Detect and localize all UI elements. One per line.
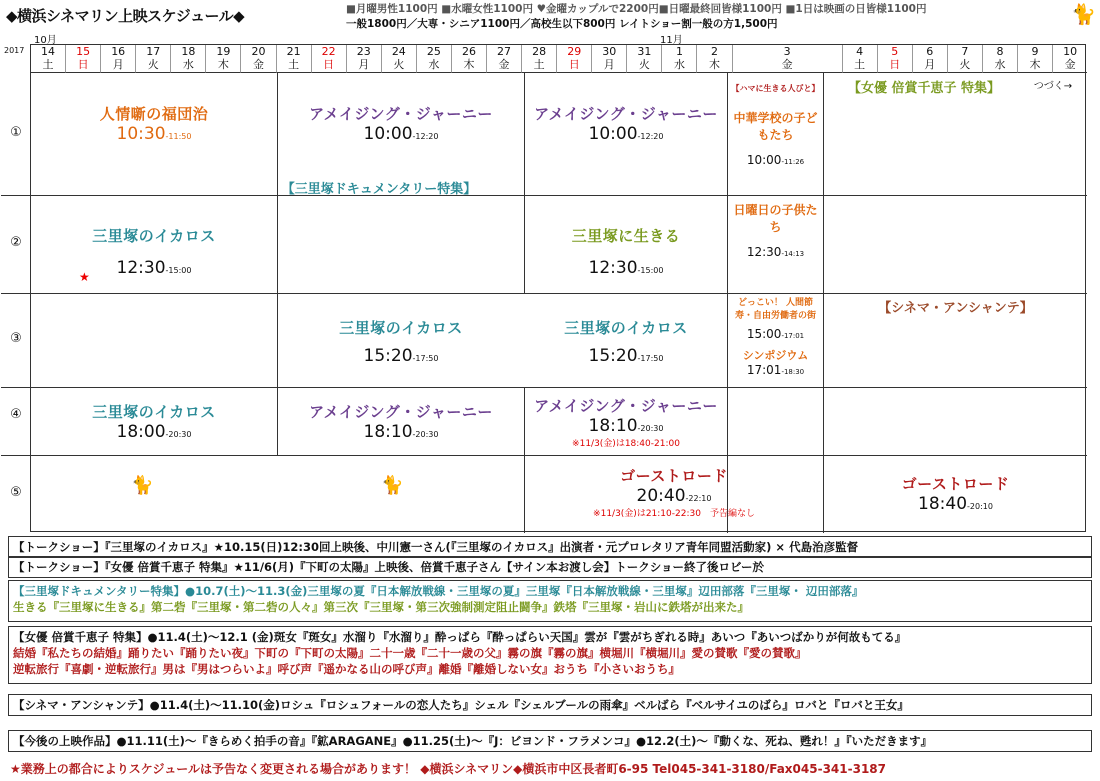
special-band: 【三里塚ドキュメンタリー特集】 <box>281 182 477 197</box>
date-number: 5 <box>891 45 899 58</box>
date-number: 8 <box>996 45 1004 58</box>
date-number: 30 <box>602 45 617 58</box>
price-info <box>346 2 1066 32</box>
showtime: 15:20 <box>363 346 413 366</box>
date-header <box>31 45 1087 73</box>
film-title: 三里塚に生きる <box>571 227 681 245</box>
date-cell <box>557 45 592 73</box>
end-time: -17:50 <box>637 354 664 363</box>
info-line: 結婚『私たちの結婚』踊りたい『踊りたい夜』下町の『下町の太陽』二十一歳『二十一歳の父』霧の旗『霧の旗』横堀川『横堀川』愛の賛歌『愛の賛歌』 <box>13 646 807 660</box>
film-title: 人情噺の福団治 <box>99 105 209 123</box>
talk-show-2: 【トークショー】『女優 倍賞千恵子 特集』★11/6(月)『下町の太陽』上映後、倍賞千恵子さん【サイン本お渡し会】トークショー終了後ロビー於 <box>8 556 1092 578</box>
end-time: -17:50 <box>412 354 439 363</box>
star-icon: ★ <box>79 270 90 284</box>
date-cell <box>417 45 452 73</box>
date-number: 3 <box>783 45 791 58</box>
date-number: 17 <box>146 45 161 58</box>
date-number: 29 <box>567 45 582 58</box>
date-cell <box>206 45 241 73</box>
date-cell <box>1053 45 1087 73</box>
film-title: 三里塚のイカロス <box>92 227 216 245</box>
film-title: アメイジング・ジャーニー <box>309 105 493 123</box>
date-cell <box>101 45 136 73</box>
date-number: 9 <box>1031 45 1039 58</box>
weekday: 金 <box>498 58 510 71</box>
showtime: 10:00 <box>746 153 782 167</box>
date-cell <box>31 45 66 73</box>
date-cell <box>948 45 983 73</box>
weekday: 金 <box>1064 58 1076 71</box>
film-title: アメイジング・ジャーニー <box>309 403 493 421</box>
month-october: 10月 <box>34 35 57 46</box>
film-title: 三里塚のイカロス <box>92 403 216 421</box>
weekday: 水 <box>673 58 685 71</box>
end-time: -22:10 <box>685 494 712 503</box>
showtime: 12:30 <box>746 245 782 259</box>
special-band: 【女優 倍賞千恵子 特集】 <box>847 81 1001 96</box>
date-number: 6 <box>926 45 934 58</box>
showtime: 18:10 <box>363 422 413 442</box>
date-number: 19 <box>216 45 231 58</box>
talk-show-1: 【トークショー】『三里塚のイカロス』★10.15(日)12:30回上映後、中川憲一さん(『三里塚のイカロス』出演者・元プロレタリア青年同盟活動家) × 代島治彦監督 <box>8 536 1092 558</box>
showtime: 15:20 <box>588 346 638 366</box>
note: ※11/3(金)は18:40-21:00 <box>572 439 680 449</box>
date-number: 23 <box>356 45 371 58</box>
showtime: 17:01 <box>746 363 782 377</box>
film-title: シンポジウム <box>742 349 809 362</box>
weekday: 水 <box>994 58 1006 71</box>
end-time: -20:30 <box>412 430 439 439</box>
row-label: ⑤ <box>10 485 22 500</box>
date-number: 14 <box>41 45 56 58</box>
showtime: 18:40 <box>918 494 968 514</box>
showtime: 18:10 <box>588 416 638 436</box>
date-cell <box>522 45 557 73</box>
date-number: 20 <box>251 45 266 58</box>
date-cell <box>487 45 522 73</box>
film-title: どっこい！ 人間節 寿・自由労働者の街 <box>734 298 816 321</box>
date-cell <box>662 45 697 73</box>
date-number: 2 <box>711 45 719 58</box>
end-time: -11:50 <box>165 132 192 141</box>
showtime: 12:30 <box>588 258 638 278</box>
date-cell <box>66 45 101 73</box>
date-cell <box>382 45 417 73</box>
note: ※11/3(金)は21:10-22:30 予告編なし <box>593 509 755 519</box>
weekday: 火 <box>959 58 971 71</box>
date-cell <box>1018 45 1053 73</box>
sanrizuka-info <box>8 580 1092 622</box>
weekday: 火 <box>393 58 405 71</box>
info-line: 生きる『三里塚に生きる』第二砦『三里塚・第二砦の人々』第三次『三里塚・第三次強制測定阻止闘争』鉄塔『三里塚・岩山に鉄塔が出来た』 <box>13 600 749 614</box>
date-cell <box>241 45 276 73</box>
end-time: -17:01 <box>781 332 805 340</box>
date-cell <box>171 45 206 73</box>
showtime: 20:40 <box>636 486 686 506</box>
showtime: 12:30 <box>116 258 166 278</box>
info-line: 【女優 倍賞千恵子 特集】●11.4(土)～12.1 (金)斑女『斑女』水溜り『水溜り』酔っぱら『酔っぱらい天国』雲が『雲がちぎれる時』あいつ『あいつばかりが何故もてる』 <box>13 630 907 644</box>
price-line-2: 一般1800円／大専・シニア1100円／高校生以下800円 レイトショー割一般の方1,500円 <box>346 18 778 30</box>
film-title: アメイジング・ジャーニー <box>534 397 718 415</box>
date-number: 28 <box>532 45 547 58</box>
upcoming-info: 【今後の上映作品】●11.11(土)～『きらめく拍手の音』『鉱ARAGANE』●11.25(土)～『J：ビヨンド・フラメンコ』●12.2(土)～『動くな、死ね、甦れ！』『いただきます』 <box>8 730 1092 752</box>
date-cell <box>983 45 1018 73</box>
end-time: -20:30 <box>165 430 192 439</box>
date-cell <box>697 45 732 73</box>
date-cell <box>277 45 312 73</box>
weekday: 土 <box>533 58 545 71</box>
schedule-grid <box>10 44 1086 532</box>
section-label: 【ハマに生きる人びと】 <box>731 84 820 93</box>
date-number: 18 <box>181 45 196 58</box>
weekday: 金 <box>781 58 793 71</box>
info-line: 逆転旅行『喜劇・逆転旅行』男は『男はつらいよ』呼び声『遥かなる山の呼び声』離婚『離婚しない女』おうち『小さいおうち』 <box>13 662 680 676</box>
row-label: ④ <box>10 407 22 422</box>
weekday: 金 <box>253 58 264 71</box>
weekday: 月 <box>603 58 615 71</box>
date-number: 7 <box>961 45 969 58</box>
weekday: 土 <box>288 58 300 71</box>
date-cell <box>136 45 171 73</box>
film-title: ゴーストロード <box>620 467 728 485</box>
weekday: 月 <box>924 58 936 71</box>
film-title: 三里塚のイカロス <box>564 319 688 337</box>
date-cell <box>592 45 627 73</box>
end-time: -11:26 <box>781 158 805 166</box>
weekday: 水 <box>182 58 194 71</box>
end-time: -15:00 <box>637 266 664 275</box>
date-cell <box>627 45 662 73</box>
header <box>6 2 1096 32</box>
date-number: 15 <box>76 45 91 58</box>
row-label: ② <box>10 235 22 250</box>
date-number: 26 <box>461 45 476 58</box>
end-time: -20:10 <box>967 502 993 511</box>
weekday: 木 <box>463 58 475 71</box>
cat-icon: 🐈 <box>131 475 154 496</box>
end-time: -15:00 <box>165 266 192 275</box>
showtime: 10:30 <box>116 124 166 144</box>
film-title: 中華学校の子どもたち <box>733 111 818 142</box>
end-time: -18:30 <box>781 368 805 376</box>
date-cell <box>452 45 487 73</box>
end-time: -20:30 <box>637 424 664 433</box>
weekday: 火 <box>638 58 650 71</box>
weekday: 日 <box>568 58 580 71</box>
row-label: ① <box>10 125 22 140</box>
weekday: 火 <box>147 58 159 71</box>
row-label: ③ <box>10 331 22 346</box>
weekday: 月 <box>112 58 124 71</box>
year: 2017 <box>4 46 25 55</box>
weekday: 水 <box>428 58 440 71</box>
special-band: 【シネマ・アンシャンテ】 <box>878 301 1033 316</box>
info-line: 【三里塚ドキュメンタリー特集】●10.7(土)～11.3(金)三里塚の夏『日本解放戦線・三里塚の夏』三里塚『日本解放戦線・三里塚』辺田部落『三里塚・ 辺田部落』 <box>13 584 864 598</box>
weekday: 木 <box>709 58 721 71</box>
showtime: 10:00 <box>588 124 638 144</box>
film-title: 三里塚のイカロス <box>339 319 463 337</box>
end-time: -14:13 <box>781 250 805 258</box>
footer: ★業務上の都合によりスケジュールは予告なく変更される場合があります！ ◆横浜シネマリン◆横浜市中区長者町6-95 Tel045-341-3180/Fax045-341-3187 <box>10 762 886 776</box>
weekday: 土 <box>42 58 54 71</box>
date-cell <box>312 45 347 73</box>
film-title: 日曜日の子供たち <box>733 203 818 234</box>
continue-label: つづく→ <box>1033 81 1073 92</box>
cat-icon: 🐈 <box>381 475 404 496</box>
showtime: 15:00 <box>746 327 782 341</box>
date-cell <box>733 45 843 73</box>
end-time: -12:20 <box>637 132 664 141</box>
cinema-info: 【シネマ・アンシャンテ】●11.4(土)～11.10(金)ロシュ『ロシュフォールの恋人たち』シェル『シェルブールの雨傘』ベルばら『ベルサイユのばら』ロバと『ロバと王女』 <box>8 694 1092 716</box>
end-time: -12:20 <box>412 132 439 141</box>
weekday: 日 <box>323 58 335 71</box>
date-number: 31 <box>637 45 652 58</box>
weekday: 土 <box>854 58 866 71</box>
date-number: 27 <box>497 45 512 58</box>
showtime: 10:00 <box>363 124 413 144</box>
weekday: 木 <box>217 58 229 71</box>
date-number: 25 <box>426 45 441 58</box>
date-cell <box>878 45 913 73</box>
weekday: 月 <box>358 58 370 71</box>
actress-info <box>8 626 1092 684</box>
date-number: 1 <box>675 45 683 58</box>
date-number: 21 <box>286 45 301 58</box>
date-cell <box>347 45 382 73</box>
date-number: 16 <box>111 45 126 58</box>
date-number: 4 <box>856 45 864 58</box>
date-number: 10 <box>1063 45 1078 58</box>
film-title: ゴーストロード <box>901 475 1010 493</box>
weekday: 木 <box>1029 58 1041 71</box>
showtime: 18:00 <box>116 422 166 442</box>
film-title: アメイジング・ジャーニー <box>534 105 718 123</box>
cat-icon: 🐈 <box>1071 2 1096 26</box>
month-november: 11月 <box>660 35 683 46</box>
weekday: 日 <box>889 58 901 71</box>
date-number: 22 <box>321 45 336 58</box>
date-number: 24 <box>391 45 406 58</box>
date-cell <box>843 45 878 73</box>
price-line-1: ■月曜男性1100円 ■水曜女性1100円 ♥金曜カップルで2200円■日曜最終回皆様1100円 ■1日は映画の日皆様1100円 <box>346 3 927 15</box>
weekday: 日 <box>77 58 89 71</box>
page-title: ◆横浜シネマリン上映スケジュール◆ <box>6 7 245 25</box>
date-cell <box>913 45 948 73</box>
